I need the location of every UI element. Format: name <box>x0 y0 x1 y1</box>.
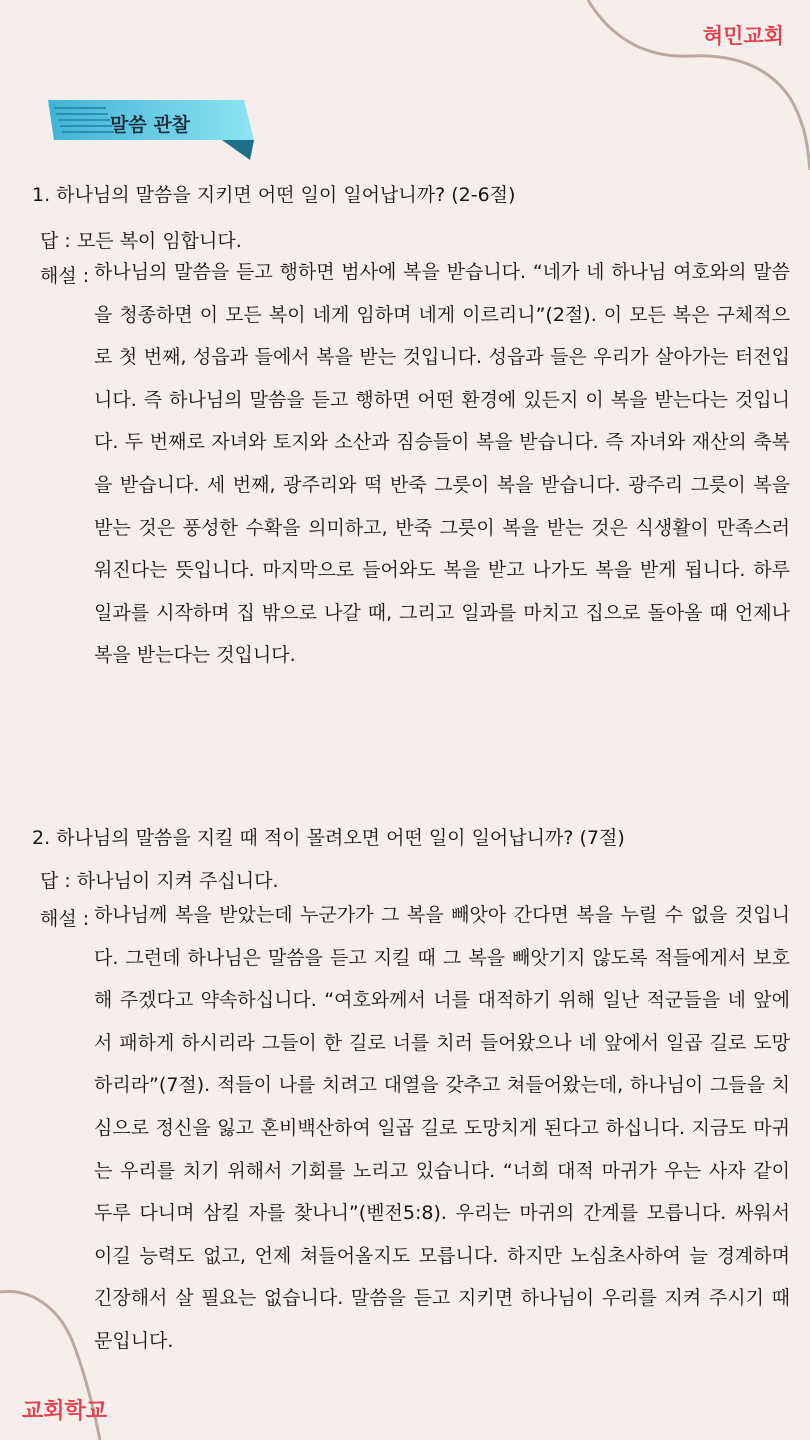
answer-2: 답 : 하나님이 지켜 주십니다. <box>40 870 279 892</box>
church-school-logo: 교회학교 <box>22 1399 108 1424</box>
question-2: 2. 하나님의 말씀을 지킬 때 적이 몰려오면 어떤 일이 일어납니까? (7절) <box>32 827 625 849</box>
explanation-1: 하나님의 말씀을 듣고 행하면 범사에 복을 받습니다. “네가 네 하나님 여호와의 말씀을 청종하면 이 모든 복이 네게 임하며 네게 이르리니”(2절). 이 모든 복은 구체적으로 첫 번째, 성읍과 들에서 복을 받는 것입니다. 성읍과 들은 우리가 살아가는 터전입니다. 즉 하나님의 말씀을 듣고 행하면 어떤 환경에 있든지 이 복을 받는다는 것입니다. 두 번째로 자녀와 토지와 소산과 짐승들이 복을 받습니다. 즉 자녀와 재산의 축복을 받습니다. 세 번째, 광주리와 떡 반죽 그릇이 복을 받습니다. 광주리 그릇이 복을 받는 것은 풍성한 수확을 의미하고, 반죽 그릇이 복을 받는 것은 식생활이 만족스러워진다는 뜻입니다. 마지막으로 들어와도 복을 받고 나가도 복을 받게 됩니다. 하루 일과를 시작하며 집 밖으로 나갈 때, 그리고 일과를 마치고 집으로 돌아올 때 언제나 복을 받는다는 것입니다. <box>94 261 790 667</box>
church-logo-top: 혀민교회 <box>702 24 784 48</box>
question-1: 1. 하나님의 말씀을 지키면 어떤 일이 일어납니까? (2-6절) <box>32 184 516 206</box>
answer-1: 답 : 모든 복이 임합니다. <box>40 230 242 252</box>
explanation-label-1: 해설 : <box>40 265 90 287</box>
explanation-2: 하나님께 복을 받았는데 누군가가 그 복을 빼앗아 간다면 복을 누릴 수 없을 것입니다. 그런데 하나님은 말씀을 듣고 지킬 때 그 복을 빼앗기지 않도록 적들에게서 보호해 주겠다고 약속하십니다. “여호와께서 너를 대적하기 위해 일난 적군들을 네 앞에서 패하게 하시리라 그들이 한 길로 너를 치러 들어왔으나 네 앞에서 일곱 길로 도망하리라”(7절). 적들이 나를 치려고 대열을 갖추고 쳐들어왔는데, 하나님이 그들을 치심으로 정신을 잃고 혼비백산하여 일곱 길로 도망치게 된다고 하십니다. 지금도 마귀는 우리를 치기 위해서 기회를 노리고 있습니다. “너희 대적 마귀가 우는 사자 같이 두루 다니며 삼킬 자를 찾나니”(벧전5:8). 우리는 마귀의 간계를 모릅니다. 싸워서 이길 능력도 없고, 언제 쳐들어올지도 모릅니다. 하지만 노심초사하여 늘 경계하며 긴장해서 살 필요는 없습니다. 말씀을 듣고 지키면 하나님이 우리를 지켜 주시기 때문입니다. <box>94 904 790 1352</box>
section-header-title: 말씀 관찰 <box>110 114 191 136</box>
explanation-label-2: 해설 : <box>40 908 90 930</box>
